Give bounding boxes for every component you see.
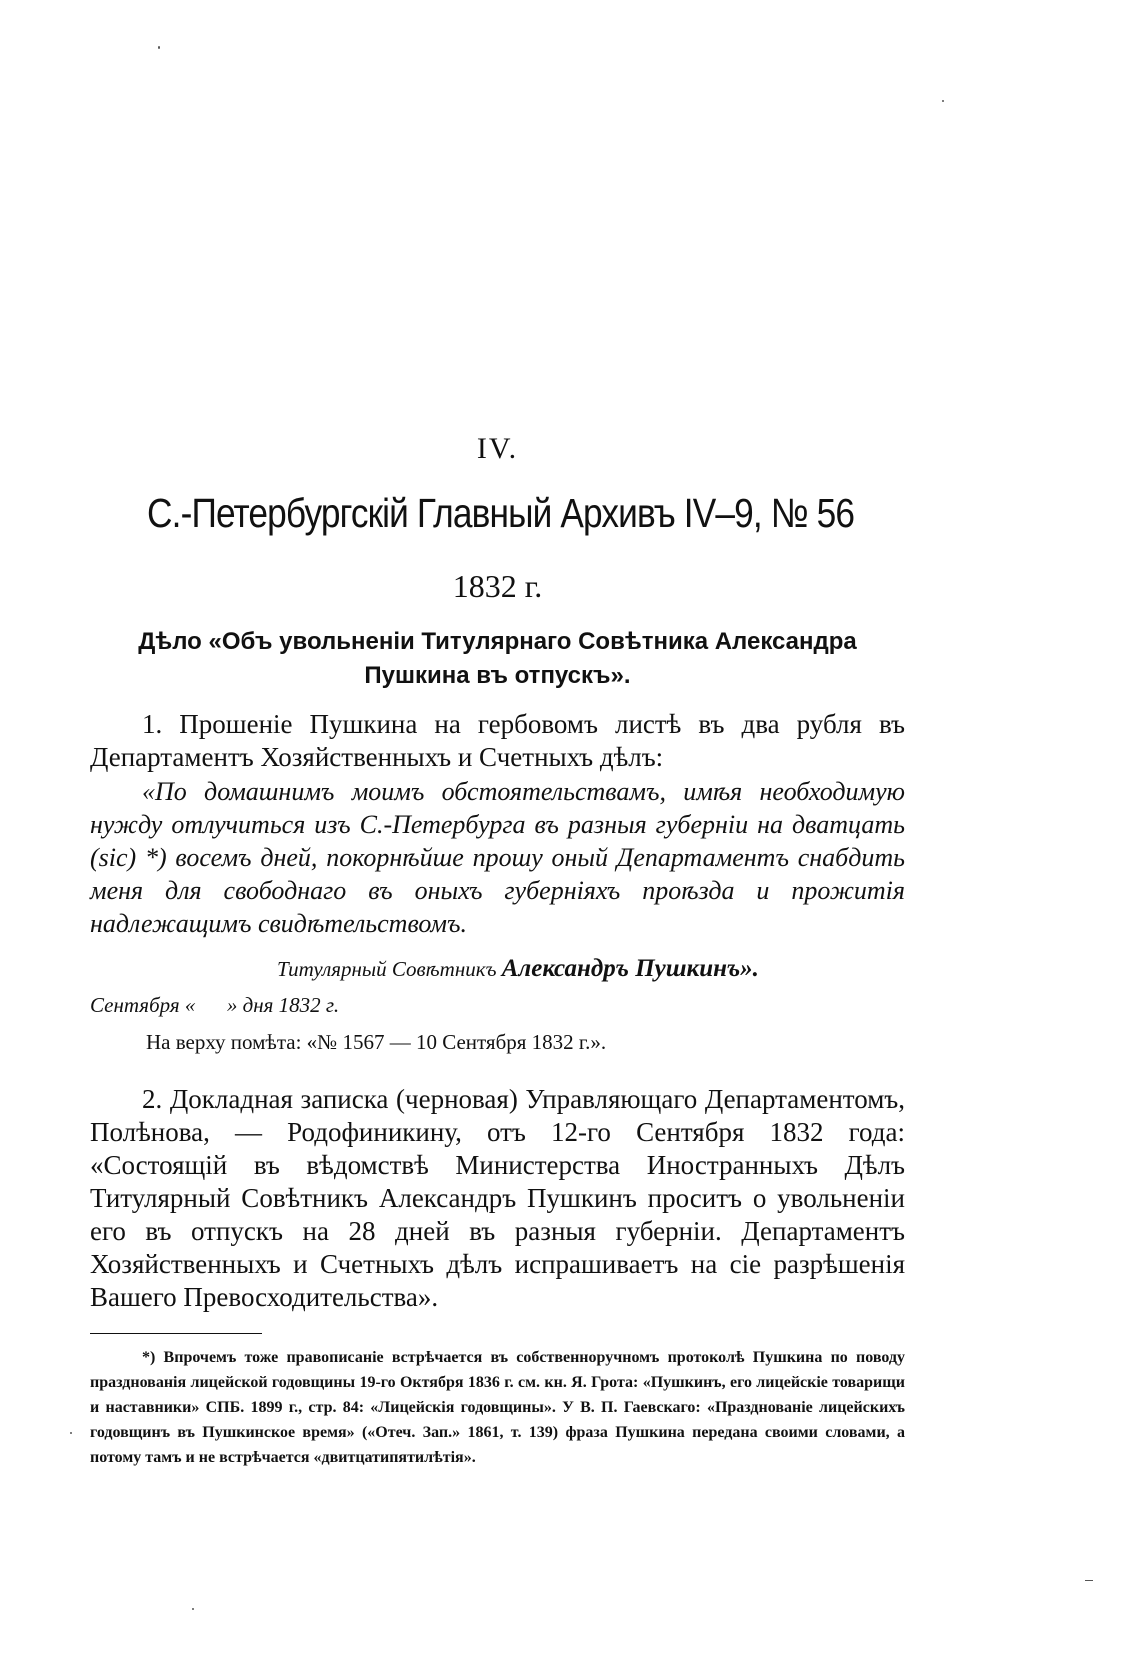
document-page bbox=[90, 0, 905, 1675]
archive-title: С.-Петербургскій Главный Архивъ IV–9, № 56 bbox=[147, 490, 855, 536]
footnote-divider bbox=[90, 1333, 262, 1334]
footnote: *) Впрочемъ тоже правописаніе встрѣчается въ собственноручномъ протоколѣ Пушкина по поводу празднованія лицейской годовщины 19-го Октября 1836 г. см. кн. Я. Грота: «Пушкинъ, его лицейскіе товарищи и наставники» СПБ. 1899 г., стр. 84: «Лицейскія годовщины». У В. П. Гаевскаго: «Празднованіе лицейскихъ годовщинъ въ Пушкинское время» («Отеч. Зап.» 1861, т. 139) фраза Пушкина передана своими словами, а потому тамъ и не встрѣчается «двитцатипятилѣтія». bbox=[90, 1349, 905, 1466]
signature-line bbox=[90, 955, 905, 983]
signature-date: Сентября « » дня 1832 г. bbox=[90, 993, 340, 1017]
section-numeral: IV. bbox=[476, 432, 519, 465]
signature-name: Александръ Пушкинъ». bbox=[501, 955, 759, 982]
scan-speck bbox=[1085, 1580, 1093, 1581]
scan-speck bbox=[192, 1608, 194, 1610]
paragraph-petition: 1. Прошеніе Пушкина на гербовомъ листѣ въ два рубля въ Департаментъ Хозяйственныхъ и Счетныхъ дѣлъ: bbox=[90, 709, 905, 772]
paragraph-memo: 2. Докладная записка (черновая) Управляющаго Департаментомъ, Полѣнова, — Родофиникину, отъ 12-го Сентября 1832 года: «Состоящій въ вѣдомствѣ Министерства Иностранныхъ Дѣлъ Титулярный Совѣтникъ Александръ Пушкинъ проситъ о увольненіи его въ отпускъ на 28 дней въ разныя губерніи. Департаментъ Хозяйственныхъ и Счетныхъ дѣлъ испрашиваетъ на сіе разрѣшенія Вашего Превосходительства». bbox=[90, 1084, 905, 1312]
document-year: 1832 г. bbox=[452, 568, 543, 604]
registry-note: На верху помѣта: «№ 1567 — 10 Сентября 1832 г.». bbox=[146, 1030, 607, 1054]
petition-quote: «По домашнимъ моимъ обстоятельствамъ, имѣя необходимую нужду отлучиться изъ С.-Петербурга въ разныя губерніи на дватцать (sic) *) восемъ дней, покорнѣйше прошу оный Департаментъ снабдить меня для свободнаго въ оныхъ губерніяхъ проѣзда и прожитія надлежащимъ свидѣтельствомъ. bbox=[90, 777, 905, 938]
scan-speck bbox=[158, 46, 160, 49]
scan-speck bbox=[942, 100, 944, 102]
case-title: Дѣло «Объ увольненіи Титулярнаго Совѣтника Александра Пушкина въ отпускъ». bbox=[138, 628, 857, 689]
scan-speck bbox=[70, 1432, 72, 1434]
signature-rank: Титулярный Совѣтникъ bbox=[277, 957, 497, 981]
